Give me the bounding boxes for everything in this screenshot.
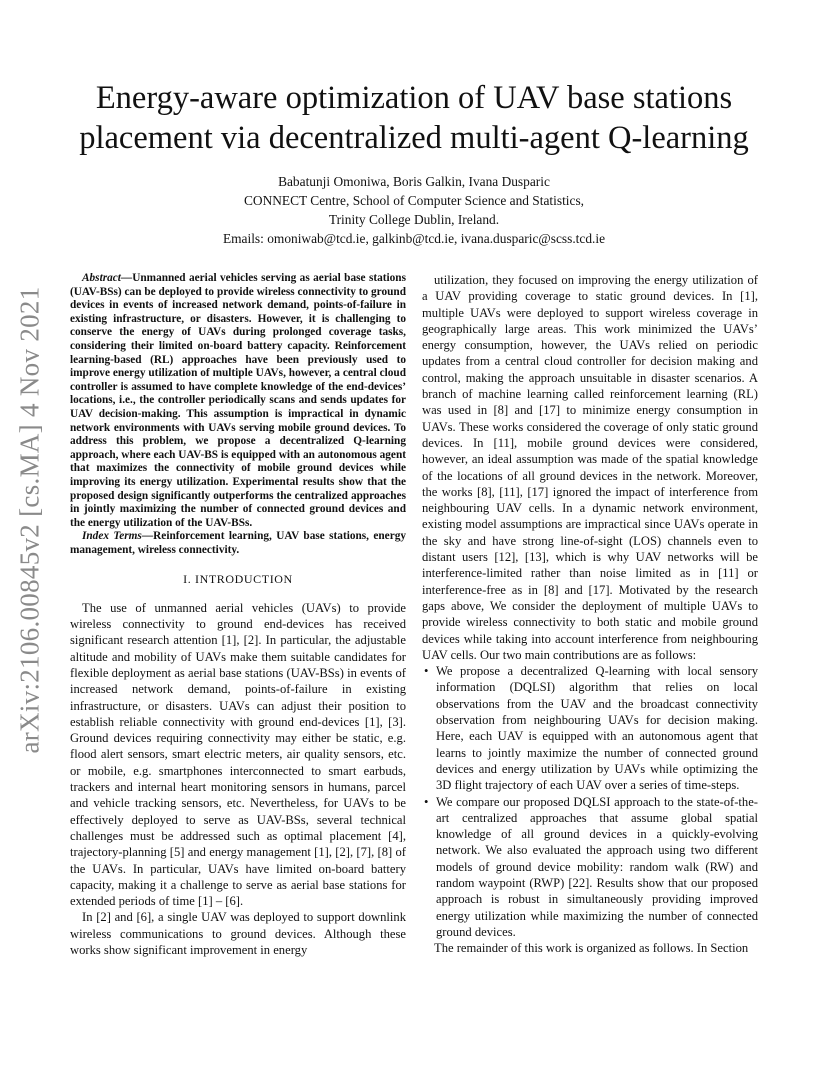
author-names: Babatunji Omoniwa, Boris Galkin, Ivana Dusparic bbox=[278, 174, 550, 189]
index-terms-label: Index Terms— bbox=[82, 530, 154, 543]
left-column bbox=[70, 272, 406, 958]
intro-paragraph-2: In [2] and [6], a single UAV was deployed to support downlink wireless communications to ground devices. Although these works show significant improvement in energy bbox=[70, 910, 406, 957]
intro-paragraph-1: The use of unmanned aerial vehicles (UAVs) to provide wireless connectivity to ground end-devices has received significant research attention [1], [2]. In particular, the adjustable altitude and mobility of UAVs make them suitable candidates for flexible deployment as aerial base stations (UAV-BSs) in events of increased network demand, points-of-failure in existing infrastructure, or disasters. UAVs can adjust their position to establish reliable connectivity with ground end-devices [1], [3]. Ground devices requiring connectivity may either be static, e.g. flood alert sensors, smart electric meters, air quality sensors, etc. or mobile, e.g. smartphones interconnected to smart earbuds, trackers and internal heart monitoring sensors in humans, parcel and vehicle tracking sensors, etc. Nevertheless, for UAVs to be effectively deployed to serve as UAV-BSs, several technical challenges must be addressed such as optimal placement [4], trajectory-planning [5] and energy management [1], [2], [7], [8] of the UAVs. In particular, UAVs have limited on-board battery capacity, making it a challenge to serve as aerial base stations for extended periods of time [1] – [6]. bbox=[70, 600, 406, 909]
abstract-text: Unmanned aerial vehicles serving as aerial base stations (UAV-BSs) can be deployed to provide wireless connectivity to ground devices in events of increased network demand, points-of-failure in existing infrastructure, or disasters. However, it is challenging to conserve the energy of UAVs during prolonged coverage tasks, considering their limited on-board battery capacity. Reinforcement learning-based (RL) approaches have been previously used to improve energy utilization of multiple UAVs, however, a central cloud controller is assumed to have complete knowledge of the end-devices’ locations, i.e., the controller periodically scans and sends updates for UAV decision-making. This assumption is impractical in dynamic network environments with UAVs serving mobile ground devices. To address this problem, we propose a decentralized Q-learning approach, where each UAV-BS is equipped with an autonomous agent that maximizes the connectivity of mobile ground devices while improving its energy utilization. Experimental results show that the proposed design significantly outperforms the centralized approaches in jointly maximizing the number of connected ground devices and the energy utilization of the UAV-BSs. bbox=[70, 272, 406, 529]
contribution-item: • We propose a decentralized Q-learning with local sensory information (DQLSI) algorithm that relies on local observations from the UAV and the broadcast connectivity observation from neighbouring UAVs for decision making. Here, each UAV is equipped with an autonomous agent that learns to jointly maximize the number of connected ground devices and energy utilization by UAVs while optimizing the 3D flight trajectory of each UAV over a series of time-steps. bbox=[436, 663, 758, 793]
paper-title: Energy-aware optimization of UAV base stations placement via decentralized multi-agent Q-learning bbox=[79, 80, 749, 156]
right-paragraph-2: The remainder of this work is organized as follows. In Section bbox=[434, 941, 749, 956]
section-heading-introduction: I. INTRODUCTION bbox=[183, 572, 293, 587]
index-terms-text: Reinforcement learning, UAV base stations, energy management, wireless connectivity. bbox=[70, 530, 407, 556]
affiliation-line-1: CONNECT Centre, School of Computer Science and Statistics, bbox=[243, 193, 585, 208]
arxiv-identifier bbox=[0, 270, 60, 770]
abstract bbox=[70, 272, 406, 530]
contribution-list bbox=[422, 663, 758, 940]
arxiv-identifier-text: arXiv:2106.00845v2 [cs.MA] 4 Nov 2021 bbox=[14, 286, 45, 754]
index-terms bbox=[70, 530, 406, 557]
abstract-label: Abstract— bbox=[82, 272, 133, 284]
author-emails: Emails: omoniwab@tcd.ie, galkinb@tcd.ie, ivana.dusparic@scss.tcd.ie bbox=[222, 231, 606, 246]
affiliation-line-2: Trinity College Dublin, Ireland. bbox=[328, 212, 500, 227]
right-paragraph-1: utilization, they focused on improving the energy utilization of a UAV providing coverage to static ground devices. In [1], multiple UAVs were deployed to support wireless coverage in geographically large areas. This work minimized the UAVs’ energy consumption, however, the UAVs relied on periodic updates from a central cloud controller for decision making and control, making the approach unsuitable in disaster scenarios. A branch of machine learning called reinforcement learning (RL) was used in [8] and [17] to minimize energy consumption in UAVs. These works considered the coverage of only static ground devices. In [11], mobile ground devices were considered, however, an ideal assumption was made of the spatial knowledge of the locations of all ground devices in the network. Moreover, the works [8], [11], [17] ignored the impact of interference from neighbouring UAV cells. In a dynamic network environment, existing model assumptions are impractical since UAVs operate in the sky and have strong line-of-sight (LOS) channels even to distant users [12], [13], which is why UAV networks will be interference-limited rather than noise limited as in [11] or interference-free as in [8] and [17]. Motivated by the research gaps above, We consider the deployment of multiple UAVs to provide wireless connectivity to both static and mobile ground devices while taking into account interference from neighbouring UAV cells. Our two main contributions are as follows: bbox=[422, 273, 758, 662]
contribution-item: • We compare our proposed DQLSI approach to the state-of-the-art centralized approaches that assume global spatial knowledge of all ground devices in a quickly-evolving network. We also evaluated the approach using two different models of ground device mobility: random walk (RW) and random waypoint (RWP) [22]. Results show that our proposed approach is robust in simultaneously providing improved energy utilization while maximizing the number of connected ground devices. bbox=[436, 794, 758, 941]
right-column bbox=[422, 272, 758, 956]
author-block bbox=[62, 172, 766, 248]
